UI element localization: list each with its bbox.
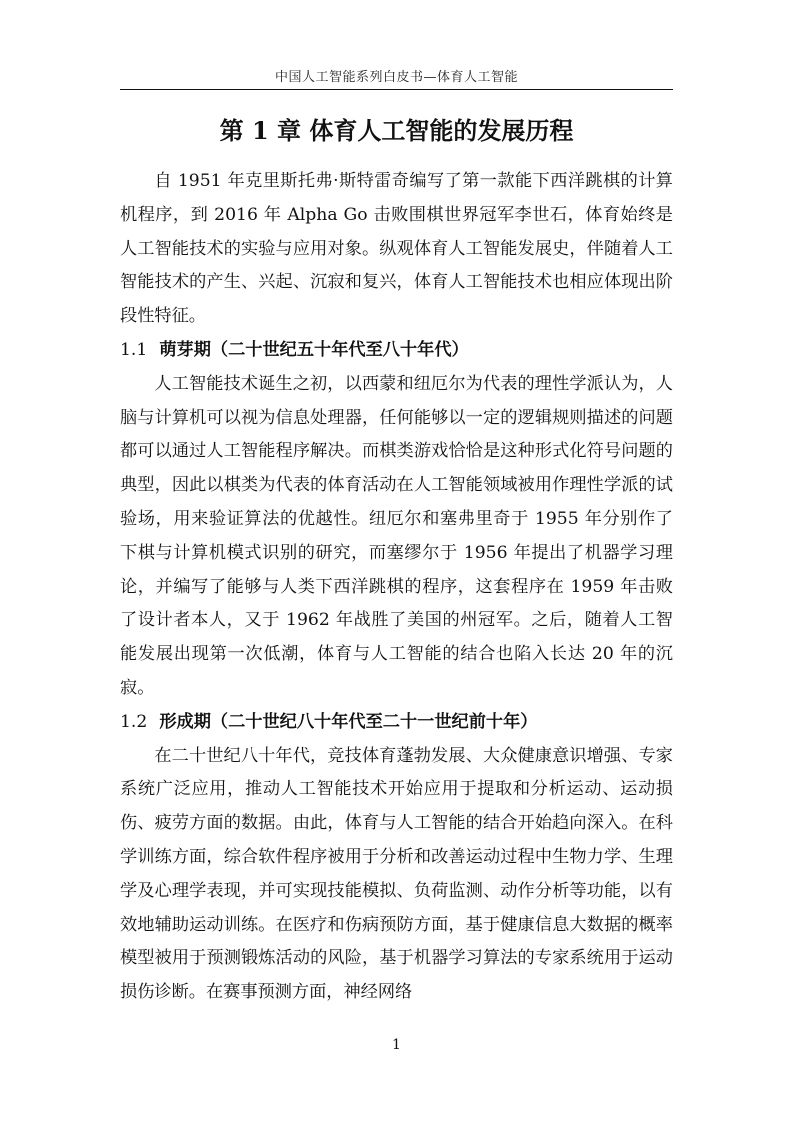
page-number: 1 — [392, 1037, 401, 1053]
section-title: 形成期（二十世纪八十年代至二十一世纪前十年） — [159, 711, 538, 732]
section-1-2-paragraph: 在二十世纪八十年代，竞技体育蓬勃发展、大众健康意识增强、专家系统广泛应用，推动人工智能技术开始应用于提取和分析运动、运动损伤、疲劳方面的数据。由此，体育与人工智能的结合开始趋向深入。在科学训练方面，综合软件程序被用于分析和改善运动过程中生物力学、生理学及心理学表现，并可实现技能模拟、负荷监测、动作分析等功能，以有效地辅助运动训练。在医疗和伤病预防方面，基于健康信息大数据的概率模型被用于预测锻炼活动的风险，基于机器学习算法的专家系统用于运动损伤诊断。在赛事预测方面，神经网络 — [120, 745, 673, 1003]
running-header: 中国人工智能系列白皮书—体育人工智能 — [274, 70, 518, 85]
section-title: 萌芽期（二十世纪五十年代至八十年代） — [159, 339, 469, 360]
document-body — [120, 165, 673, 1010]
section-heading-1-1 — [120, 334, 673, 368]
header-rule — [120, 89, 673, 90]
chapter-title: 第 1 章 体育人工智能的发展历程 — [219, 116, 574, 145]
section-heading-1-2 — [120, 706, 673, 740]
intro-paragraph: 自 1951 年克里斯托弗·斯特雷奇编写了第一款能下西洋跳棋的计算机程序，到 2016 年 Alpha Go 击败围棋世界冠军李世石，体育始终是人工智能技术的实验与应用对象。纵观体育人工智能发展史，伴随着人工智能技术的产生、兴起、沉寂和复兴，体育人工智能技术也相应体现出阶段性特征。 — [120, 171, 673, 327]
section-1-1-paragraph: 人工智能技术诞生之初，以西蒙和纽厄尔为代表的理性学派认为，人脑与计算机可以视为信息处理器，任何能够以一定的逻辑规则描述的问题都可以通过人工智能程序解决。而棋类游戏恰恰是这种形式化符号问题的典型，因此以棋类为代表的体育活动在人工智能领域被用作理性学派的试验场，用来验证算法的优越性。纽厄尔和塞弗里奇于 1955 年分别作了下棋与计算机模式识别的研究，而塞缪尔于 1956 年提出了机器学习理论，并编写了能够与人类下西洋跳棋的程序，这套程序在 1959 年击败了设计者本人，又于 1962 年战胜了美国的州冠军。之后，随着人工智能发展出现第一次低潮，体育与人工智能的结合也陷入长达 20 年的沉寂。 — [120, 373, 673, 698]
section-number: 1.2 — [120, 711, 148, 732]
section-number: 1.1 — [120, 339, 148, 360]
